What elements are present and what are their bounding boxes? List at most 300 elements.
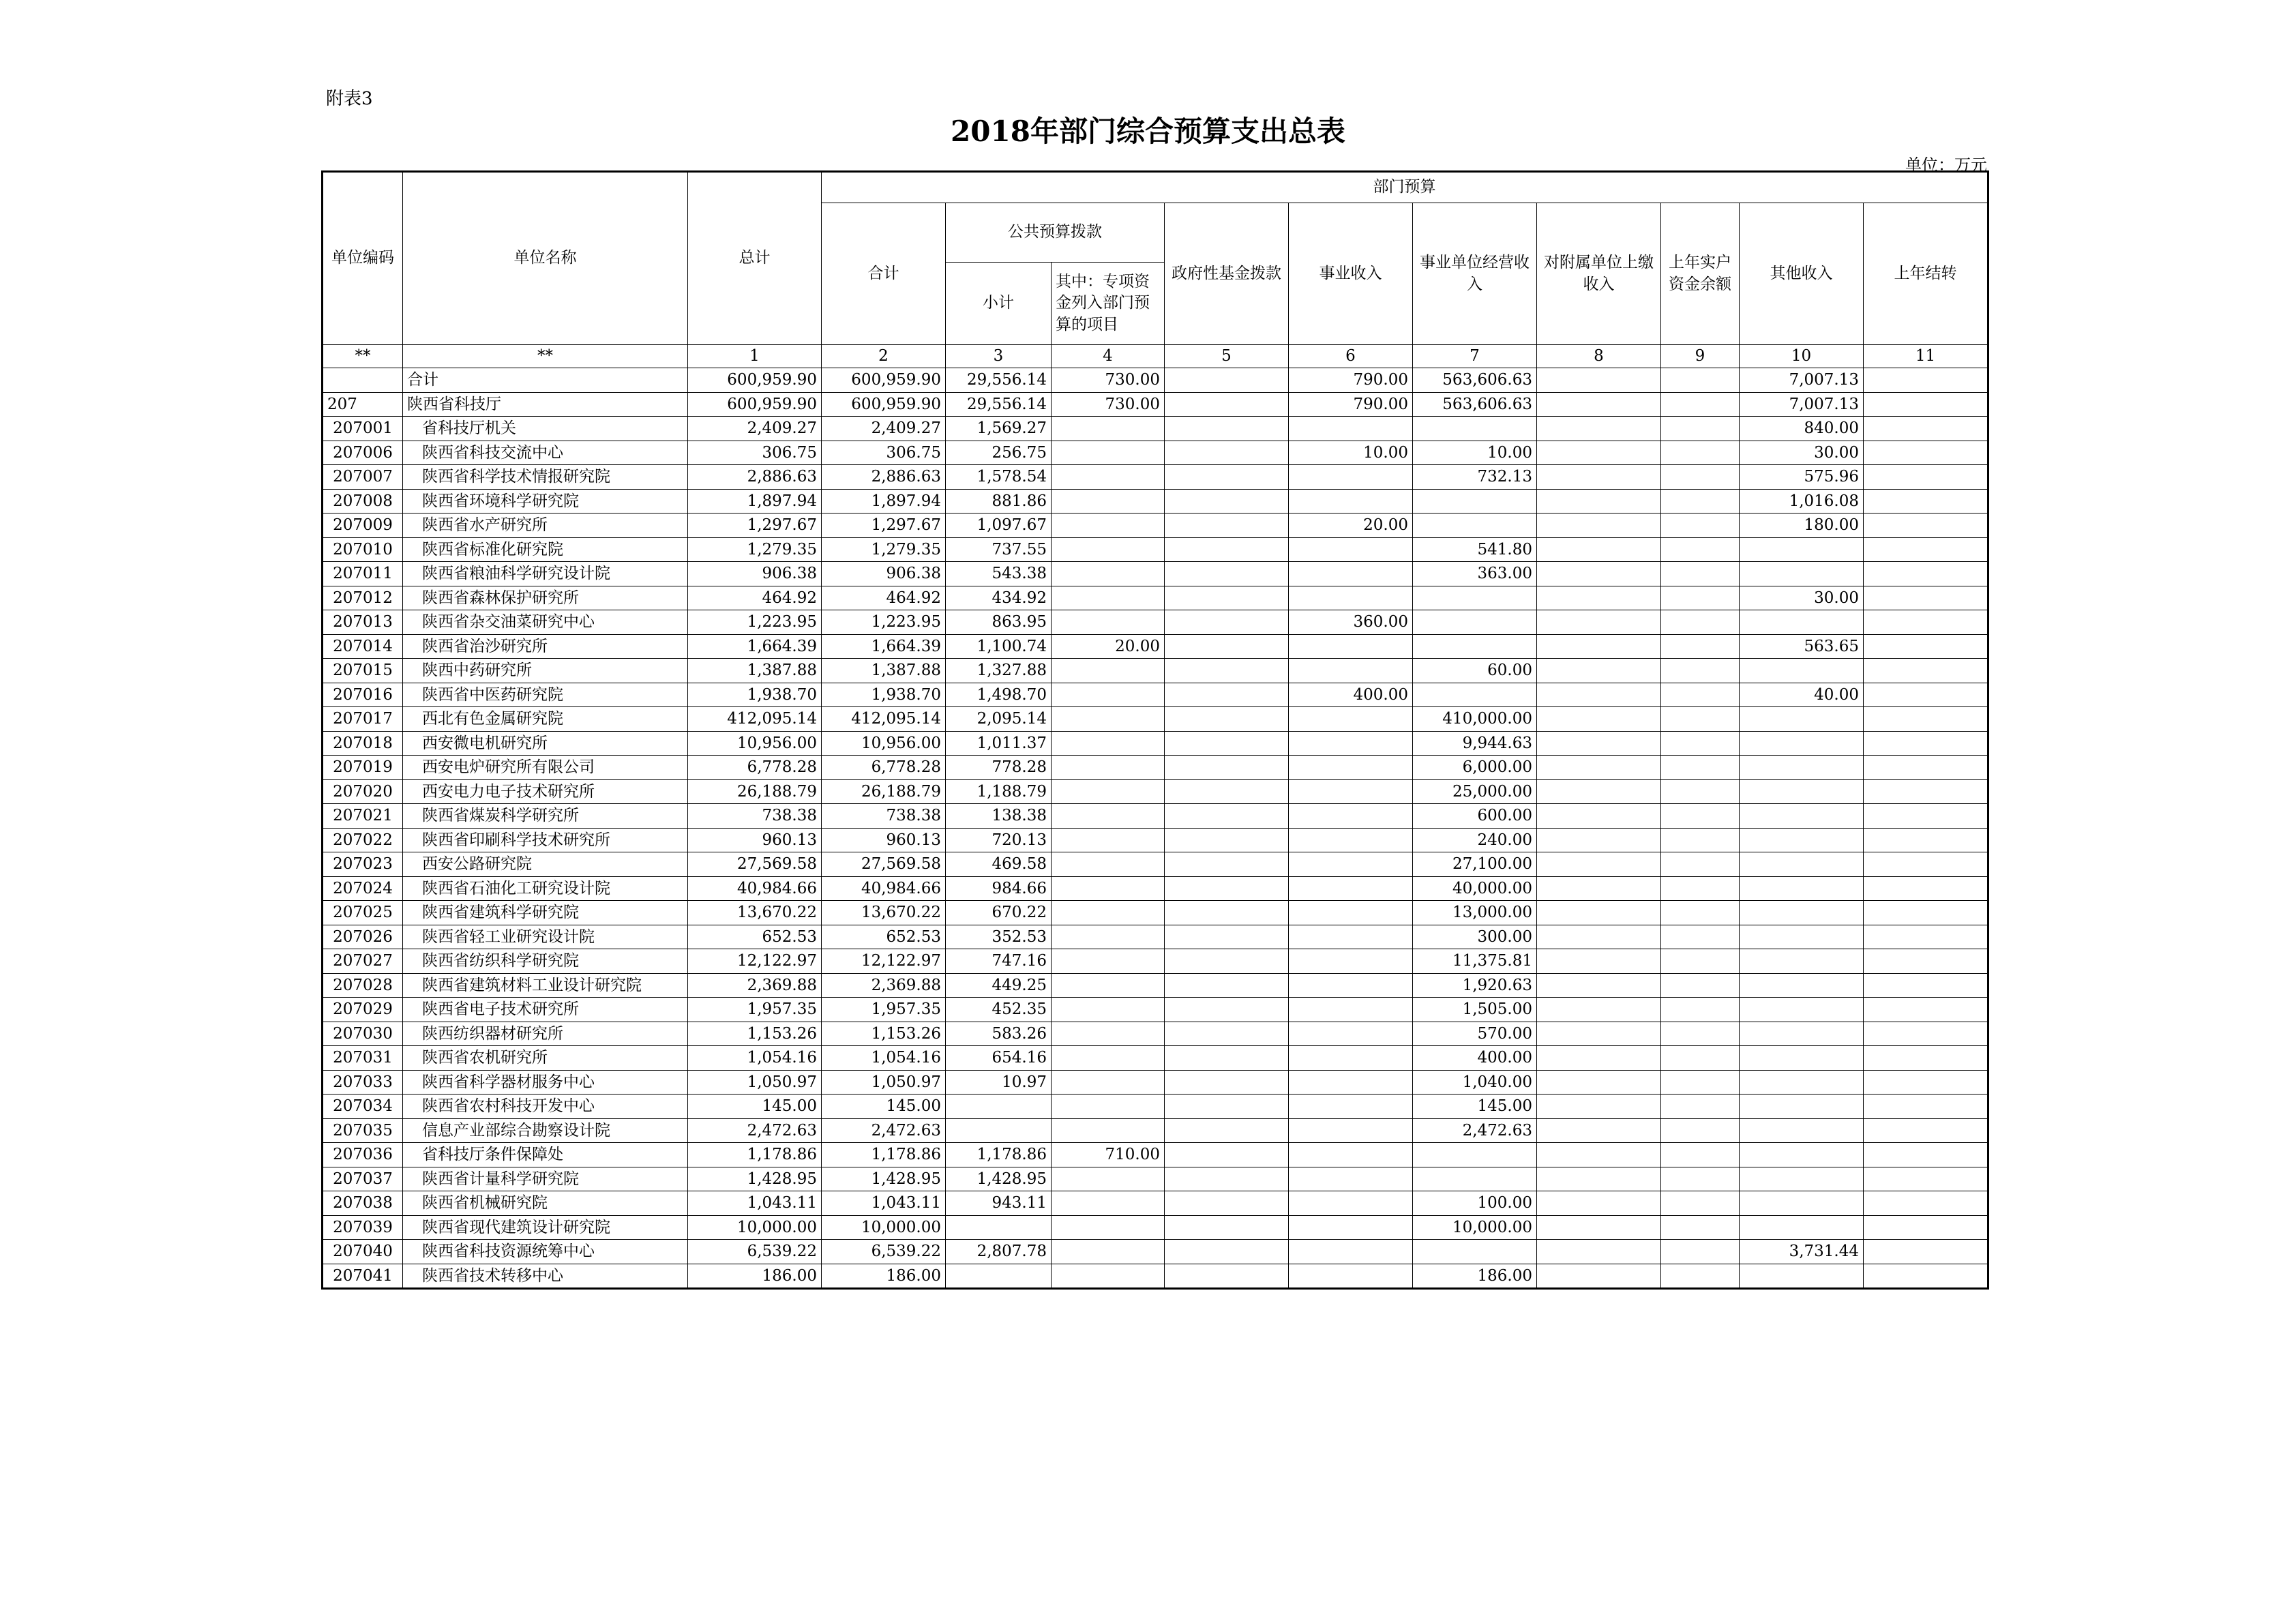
value-cell [1165,756,1289,780]
value-cell [1661,1264,1740,1289]
value-cell [1165,828,1289,852]
value-cell: 710.00 [1052,1143,1165,1167]
value-cell: 906.38 [688,562,822,586]
value-cell [1537,1264,1661,1289]
unit-name-cell: 陕西省中医药研究院 [403,683,688,707]
value-cell: 2,472.63 [822,1118,946,1143]
value-cell [1661,392,1740,417]
value-cell: 363.00 [1413,562,1537,586]
value-cell [1864,1022,1988,1046]
value-cell: 1,279.35 [822,537,946,562]
table-row [323,828,1988,852]
unit-label: 单位：万元 [1905,155,1987,175]
unit-code-cell: 207021 [323,804,403,829]
value-cell [1740,1046,1864,1071]
value-cell [1165,610,1289,635]
value-cell [1661,949,1740,974]
value-cell: 40,000.00 [1413,876,1537,901]
value-cell [1661,973,1740,998]
value-cell: 747.16 [946,949,1052,974]
unit-name-cell: 陕西省建筑科学研究院 [403,901,688,925]
value-cell: 732.13 [1413,465,1537,490]
table-row [323,973,1988,998]
unit-name-cell: 陕西省杂交油菜研究中心 [403,610,688,635]
value-cell [1165,779,1289,804]
value-cell [1052,925,1165,949]
value-cell [1864,417,1988,441]
value-cell [1864,1046,1988,1071]
value-cell [1740,659,1864,683]
value-cell [1661,828,1740,852]
table-row [323,610,1988,635]
value-cell: 541.80 [1413,537,1537,562]
value-cell: 27,100.00 [1413,852,1537,877]
value-cell [1052,1240,1165,1264]
value-cell: 186.00 [1413,1264,1537,1289]
value-cell: 1,505.00 [1413,998,1537,1022]
value-cell: 10,000.00 [688,1215,822,1240]
unit-name-cell: 省科技厅机关 [403,417,688,441]
value-cell [1864,756,1988,780]
unit-name-cell: 陕西省环境科学研究院 [403,489,688,513]
index-cell: 3 [946,345,1052,368]
value-cell [1165,513,1289,538]
value-cell [1165,998,1289,1022]
table-row [323,417,1988,441]
value-cell [1740,610,1864,635]
value-cell [1537,513,1661,538]
value-cell: 138.38 [946,804,1052,829]
value-cell: 10.00 [1413,441,1537,465]
value-cell [1864,804,1988,829]
value-cell: 1,428.95 [688,1167,822,1191]
value-cell: 1,957.35 [688,998,822,1022]
value-cell: 1,153.26 [688,1022,822,1046]
value-cell: 2,409.27 [688,417,822,441]
value-cell: 1,223.95 [688,610,822,635]
value-cell: 13,670.22 [822,901,946,925]
index-cell: ** [323,345,403,368]
unit-name-cell: 陕西省科学器材服务中心 [403,1070,688,1095]
value-cell: 6,778.28 [822,756,946,780]
value-cell: 145.00 [688,1095,822,1119]
unit-code-cell: 207006 [323,441,403,465]
value-cell: 1,664.39 [822,634,946,659]
value-cell [1864,1264,1988,1289]
value-cell: 1,188.79 [946,779,1052,804]
value-cell: 7,007.13 [1740,368,1864,393]
value-cell [1864,707,1988,732]
table-row [323,925,1988,949]
value-cell [1289,465,1413,490]
value-cell [1661,1191,1740,1216]
value-cell [1289,949,1413,974]
value-cell: 180.00 [1740,513,1864,538]
value-cell [1661,1143,1740,1167]
index-cell: 9 [1661,345,1740,368]
value-cell: 10,000.00 [1413,1215,1537,1240]
value-cell [1537,683,1661,707]
value-cell [1165,1022,1289,1046]
unit-name-cell: 省科技厅条件保障处 [403,1143,688,1167]
value-cell [1537,392,1661,417]
value-cell [1537,1191,1661,1216]
value-cell [1413,489,1537,513]
value-cell: 1,054.16 [688,1046,822,1071]
value-cell [1289,537,1413,562]
index-cell: 1 [688,345,822,368]
unit-name-cell: 西安微电机研究所 [403,731,688,756]
value-cell: 654.16 [946,1046,1052,1071]
header-biz-income: 事业收入 [1289,203,1413,345]
value-cell: 652.53 [822,925,946,949]
value-cell: 1,153.26 [822,1022,946,1046]
unit-name-cell: 陕西省印刷科学技术研究所 [403,828,688,852]
value-cell [946,1095,1052,1119]
value-cell [1165,1046,1289,1071]
table-row [323,901,1988,925]
unit-name-cell: 陕西中药研究所 [403,659,688,683]
value-cell [1661,683,1740,707]
table-row [323,1264,1988,1289]
value-cell: 583.26 [946,1022,1052,1046]
value-cell [1537,441,1661,465]
value-cell: 790.00 [1289,392,1413,417]
value-cell [1661,489,1740,513]
value-cell: 1,011.37 [946,731,1052,756]
table-row [323,465,1988,490]
value-cell: 145.00 [1413,1095,1537,1119]
value-cell [1661,707,1740,732]
value-cell: 6,539.22 [822,1240,946,1264]
value-cell: 1,297.67 [822,513,946,538]
value-cell: 563,606.63 [1413,392,1537,417]
value-cell [1165,973,1289,998]
unit-code-cell: 207024 [323,876,403,901]
value-cell: 730.00 [1052,368,1165,393]
value-cell: 6,778.28 [688,756,822,780]
value-cell [1864,1070,1988,1095]
value-cell: 1,387.88 [822,659,946,683]
value-cell [1740,949,1864,974]
value-cell [1052,998,1165,1022]
value-cell [1864,513,1988,538]
table-row [323,1118,1988,1143]
value-cell [1052,973,1165,998]
unit-code-cell: 207026 [323,925,403,949]
unit-code-cell: 207031 [323,1046,403,1071]
value-cell: 29,556.14 [946,392,1052,417]
value-cell [1052,586,1165,610]
header-total: 总计 [688,172,822,345]
unit-name-cell: 陕西省科技资源统筹中心 [403,1240,688,1264]
value-cell [1289,901,1413,925]
value-cell [1537,1143,1661,1167]
value-cell [1413,610,1537,635]
table-row [323,659,1988,683]
value-cell [1052,1095,1165,1119]
value-cell [1413,513,1537,538]
table-row [323,707,1988,732]
unit-name-cell: 陕西省标准化研究院 [403,537,688,562]
value-cell [1864,876,1988,901]
table-row [323,634,1988,659]
value-cell: 6,539.22 [688,1240,822,1264]
header-carryover: 上年结转 [1864,203,1988,345]
unit-code-cell: 207029 [323,998,403,1022]
value-cell: 26,188.79 [822,779,946,804]
value-cell [1289,1215,1413,1240]
unit-code-cell: 207001 [323,417,403,441]
value-cell [1052,610,1165,635]
value-cell [1740,1143,1864,1167]
value-cell: 1,050.97 [688,1070,822,1095]
value-cell [946,1264,1052,1289]
unit-code-cell: 207038 [323,1191,403,1216]
value-cell: 1,938.70 [822,683,946,707]
value-cell: 10.00 [1289,441,1413,465]
header-biz-oper-income: 事业单位经营收入 [1413,203,1537,345]
table-row [323,392,1988,417]
value-cell [1052,683,1165,707]
value-cell [1165,804,1289,829]
value-cell [1165,392,1289,417]
value-cell: 778.28 [946,756,1052,780]
value-cell [1289,1167,1413,1191]
value-cell: 1,040.00 [1413,1070,1537,1095]
unit-name-cell: 西安公路研究院 [403,852,688,877]
value-cell [1289,779,1413,804]
unit-name-cell: 陕西省水产研究所 [403,513,688,538]
value-cell [1413,634,1537,659]
value-cell: 960.13 [822,828,946,852]
value-cell: 570.00 [1413,1022,1537,1046]
value-cell: 10.97 [946,1070,1052,1095]
index-cell: 6 [1289,345,1413,368]
value-cell [1289,1046,1413,1071]
unit-code-cell: 207012 [323,586,403,610]
value-cell [1537,1095,1661,1119]
value-cell [1740,998,1864,1022]
value-cell [1289,562,1413,586]
value-cell [1537,1240,1661,1264]
value-cell [1661,756,1740,780]
header-sum: 合计 [822,203,946,345]
unit-name-cell: 陕西省治沙研究所 [403,634,688,659]
value-cell [1052,1264,1165,1289]
unit-code-cell: 207018 [323,731,403,756]
value-cell [1537,779,1661,804]
value-cell [1052,804,1165,829]
value-cell: 400.00 [1289,683,1413,707]
value-cell [1740,1022,1864,1046]
value-cell [1165,368,1289,393]
unit-code-cell: 207036 [323,1143,403,1167]
value-cell: 410,000.00 [1413,707,1537,732]
value-cell: 600,959.90 [822,392,946,417]
value-cell [1052,417,1165,441]
value-cell [1740,828,1864,852]
value-cell [1661,1022,1740,1046]
value-cell [1537,586,1661,610]
unit-code-cell: 207035 [323,1118,403,1143]
value-cell [1661,465,1740,490]
value-cell [1052,1167,1165,1191]
value-cell [1052,901,1165,925]
table-row [323,1215,1988,1240]
value-cell [1864,731,1988,756]
table-row [323,876,1988,901]
value-cell [1740,1191,1864,1216]
value-cell [1537,1215,1661,1240]
value-cell: 464.92 [822,586,946,610]
header-public-subtotal: 小计 [946,263,1052,345]
value-cell [1740,1264,1864,1289]
unit-code-cell: 207013 [323,610,403,635]
value-cell [1661,852,1740,877]
value-cell: 730.00 [1052,392,1165,417]
value-cell [1052,707,1165,732]
value-cell [1661,876,1740,901]
value-cell [1289,876,1413,901]
table-row [323,562,1988,586]
value-cell [1864,634,1988,659]
value-cell [1165,731,1289,756]
value-cell: 240.00 [1413,828,1537,852]
value-cell [946,1118,1052,1143]
value-cell: 1,043.11 [822,1191,946,1216]
value-cell [1740,1215,1864,1240]
unit-name-cell: 陕西省轻工业研究设计院 [403,925,688,949]
value-cell: 1,178.86 [688,1143,822,1167]
value-cell [1052,852,1165,877]
value-cell [1165,1070,1289,1095]
value-cell [1864,925,1988,949]
value-cell [1537,417,1661,441]
unit-name-cell: 合计 [403,368,688,393]
value-cell [1052,659,1165,683]
unit-name-cell: 陕西省农村科技开发中心 [403,1095,688,1119]
value-cell: 3,731.44 [1740,1240,1864,1264]
value-cell [1289,586,1413,610]
value-cell [1537,562,1661,586]
unit-code-cell: 207030 [323,1022,403,1046]
value-cell: 434.92 [946,586,1052,610]
value-cell [1289,707,1413,732]
index-row [323,345,1988,368]
value-cell [1165,1191,1289,1216]
value-cell [1413,1143,1537,1167]
value-cell [1661,1215,1740,1240]
value-cell [1864,537,1988,562]
value-cell [1864,828,1988,852]
value-cell: 1,043.11 [688,1191,822,1216]
value-cell: 13,670.22 [688,901,822,925]
unit-name-cell: 陕西纺织器材研究所 [403,1022,688,1046]
value-cell: 2,807.78 [946,1240,1052,1264]
value-cell: 1,178.86 [946,1143,1052,1167]
table-row [323,1191,1988,1216]
table-row [323,1046,1988,1071]
value-cell [1052,1046,1165,1071]
value-cell [1289,731,1413,756]
value-cell [1289,417,1413,441]
value-cell: 27,569.58 [688,852,822,877]
value-cell [1537,489,1661,513]
value-cell [1740,1070,1864,1095]
unit-name-cell: 陕西省技术转移中心 [403,1264,688,1289]
unit-name-cell: 陕西省科技交流中心 [403,441,688,465]
value-cell: 738.38 [688,804,822,829]
value-cell: 27,569.58 [822,852,946,877]
value-cell: 1,920.63 [1413,973,1537,998]
value-cell [1413,417,1537,441]
header-unit-name: 单位名称 [403,172,688,345]
unit-name-cell: 西安电力电子技术研究所 [403,779,688,804]
value-cell: 13,000.00 [1413,901,1537,925]
value-cell: 2,472.63 [1413,1118,1537,1143]
unit-code-cell: 207017 [323,707,403,732]
value-cell [1661,1118,1740,1143]
value-cell: 1,578.54 [946,465,1052,490]
value-cell: 30.00 [1740,586,1864,610]
value-cell: 720.13 [946,828,1052,852]
value-cell [1661,1070,1740,1095]
unit-code-cell: 207014 [323,634,403,659]
value-cell: 2,369.88 [688,973,822,998]
value-cell [1661,562,1740,586]
value-cell: 6,000.00 [1413,756,1537,780]
header-dept-budget: 部门预算 [822,172,1988,203]
value-cell [1537,828,1661,852]
value-cell [1165,1167,1289,1191]
value-cell [1289,998,1413,1022]
value-cell [1537,901,1661,925]
value-cell [1165,925,1289,949]
value-cell: 1,178.86 [822,1143,946,1167]
unit-code-cell: 207019 [323,756,403,780]
unit-code-cell: 207015 [323,659,403,683]
value-cell [1289,634,1413,659]
table-row [323,998,1988,1022]
value-cell: 449.25 [946,973,1052,998]
value-cell [1165,417,1289,441]
value-cell [1864,368,1988,393]
value-cell [1052,465,1165,490]
value-cell [1864,659,1988,683]
table-row [323,804,1988,829]
table-row [323,489,1988,513]
value-cell: 737.55 [946,537,1052,562]
value-cell [1661,804,1740,829]
table-row [323,513,1988,538]
value-cell [1537,1022,1661,1046]
value-cell: 60.00 [1413,659,1537,683]
value-cell [1537,610,1661,635]
value-cell: 1,569.27 [946,417,1052,441]
value-cell: 2,886.63 [822,465,946,490]
table-row [323,1167,1988,1191]
value-cell [1537,634,1661,659]
value-cell: 12,122.97 [688,949,822,974]
value-cell [1537,998,1661,1022]
value-cell: 1,897.94 [822,489,946,513]
value-cell [1289,1143,1413,1167]
value-cell [1740,779,1864,804]
unit-name-cell: 陕西省计量科学研究院 [403,1167,688,1191]
value-cell: 738.38 [822,804,946,829]
unit-code-cell: 207008 [323,489,403,513]
